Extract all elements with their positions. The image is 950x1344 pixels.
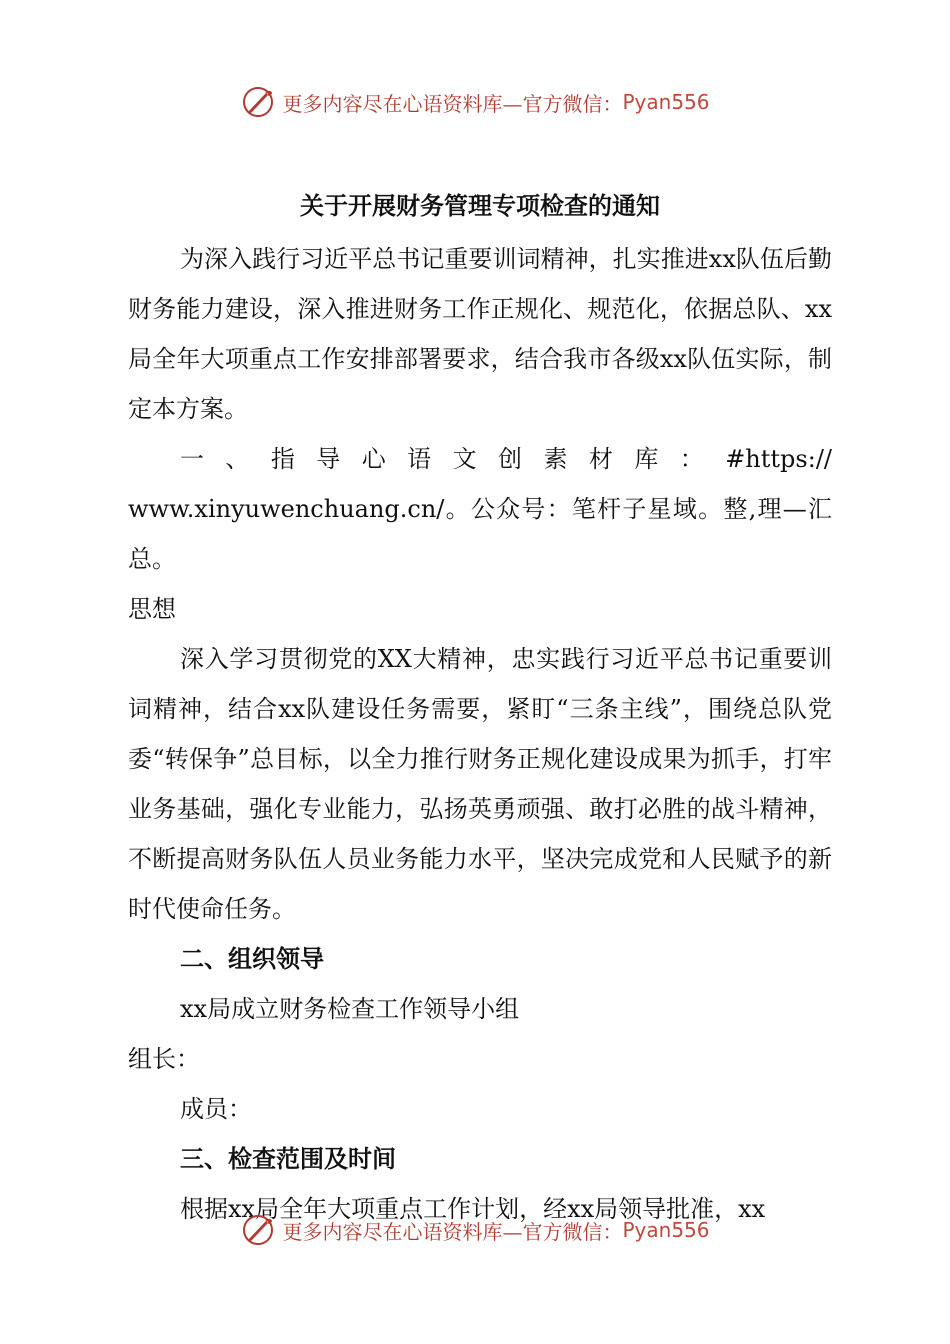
section1-heading-line1: 一、指导心语文创素材库：#https:// bbox=[180, 445, 832, 473]
leader-label: 组长： bbox=[128, 1045, 200, 1073]
section3-paragraph: 根据xx局全年大项重点工作计划，经xx局领导批准，xx bbox=[180, 1195, 766, 1223]
document-title: 关于开展财务管理专项检查的通知 bbox=[300, 191, 660, 220]
wechat-id: Pyan556 bbox=[622, 1218, 710, 1242]
section1-paragraph: 深入学习贯彻党的XX大精神，忠实践行习近平总书记重要训词精神，结合xx队建设任务需要，紧盯“三条主线”，围绕总队党委“转保争”总目标，以全力推行财务正规化建设成果为抓手，打牢业务基础，强化专业能力，弘扬英勇顽强、敢打必胜的战斗精神，不断提高财务队伍人员业务能力水平，坚决完成党和人民赋予的新时代使命任务。 bbox=[128, 645, 832, 923]
wechat-id: Pyan556 bbox=[622, 90, 710, 114]
quill-pen-icon bbox=[240, 1212, 276, 1248]
section2-paragraph: xx局成立财务检查工作领导小组 bbox=[180, 995, 520, 1023]
watermark-text: 更多内容尽在心语资料库—官方微信： bbox=[282, 91, 623, 116]
footer-watermark bbox=[0, 1212, 950, 1248]
header-watermark bbox=[0, 84, 950, 120]
section1-heading-line3: 思想 bbox=[128, 595, 176, 623]
section1-heading-line2: www.xinyuwenchuang.cn/。公众号：笔杆子星域。整,理—汇总。 bbox=[128, 495, 832, 573]
quill-pen-icon bbox=[240, 84, 276, 120]
document-body bbox=[128, 186, 832, 1234]
members-label: 成员： bbox=[180, 1095, 252, 1123]
section2-heading: 二、组织领导 bbox=[180, 944, 324, 973]
section3-heading: 三、检查范围及时间 bbox=[180, 1144, 396, 1173]
watermark-text: 更多内容尽在心语资料库—官方微信： bbox=[282, 1219, 623, 1244]
intro-paragraph: 为深入践行习近平总书记重要训词精神，扎实推进xx队伍后勤财务能力建设，深入推进财务工作正规化、规范化，依据总队、xx局全年大项重点工作安排部署要求，结合我市各级xx队伍实际，制定本方案。 bbox=[128, 245, 832, 423]
